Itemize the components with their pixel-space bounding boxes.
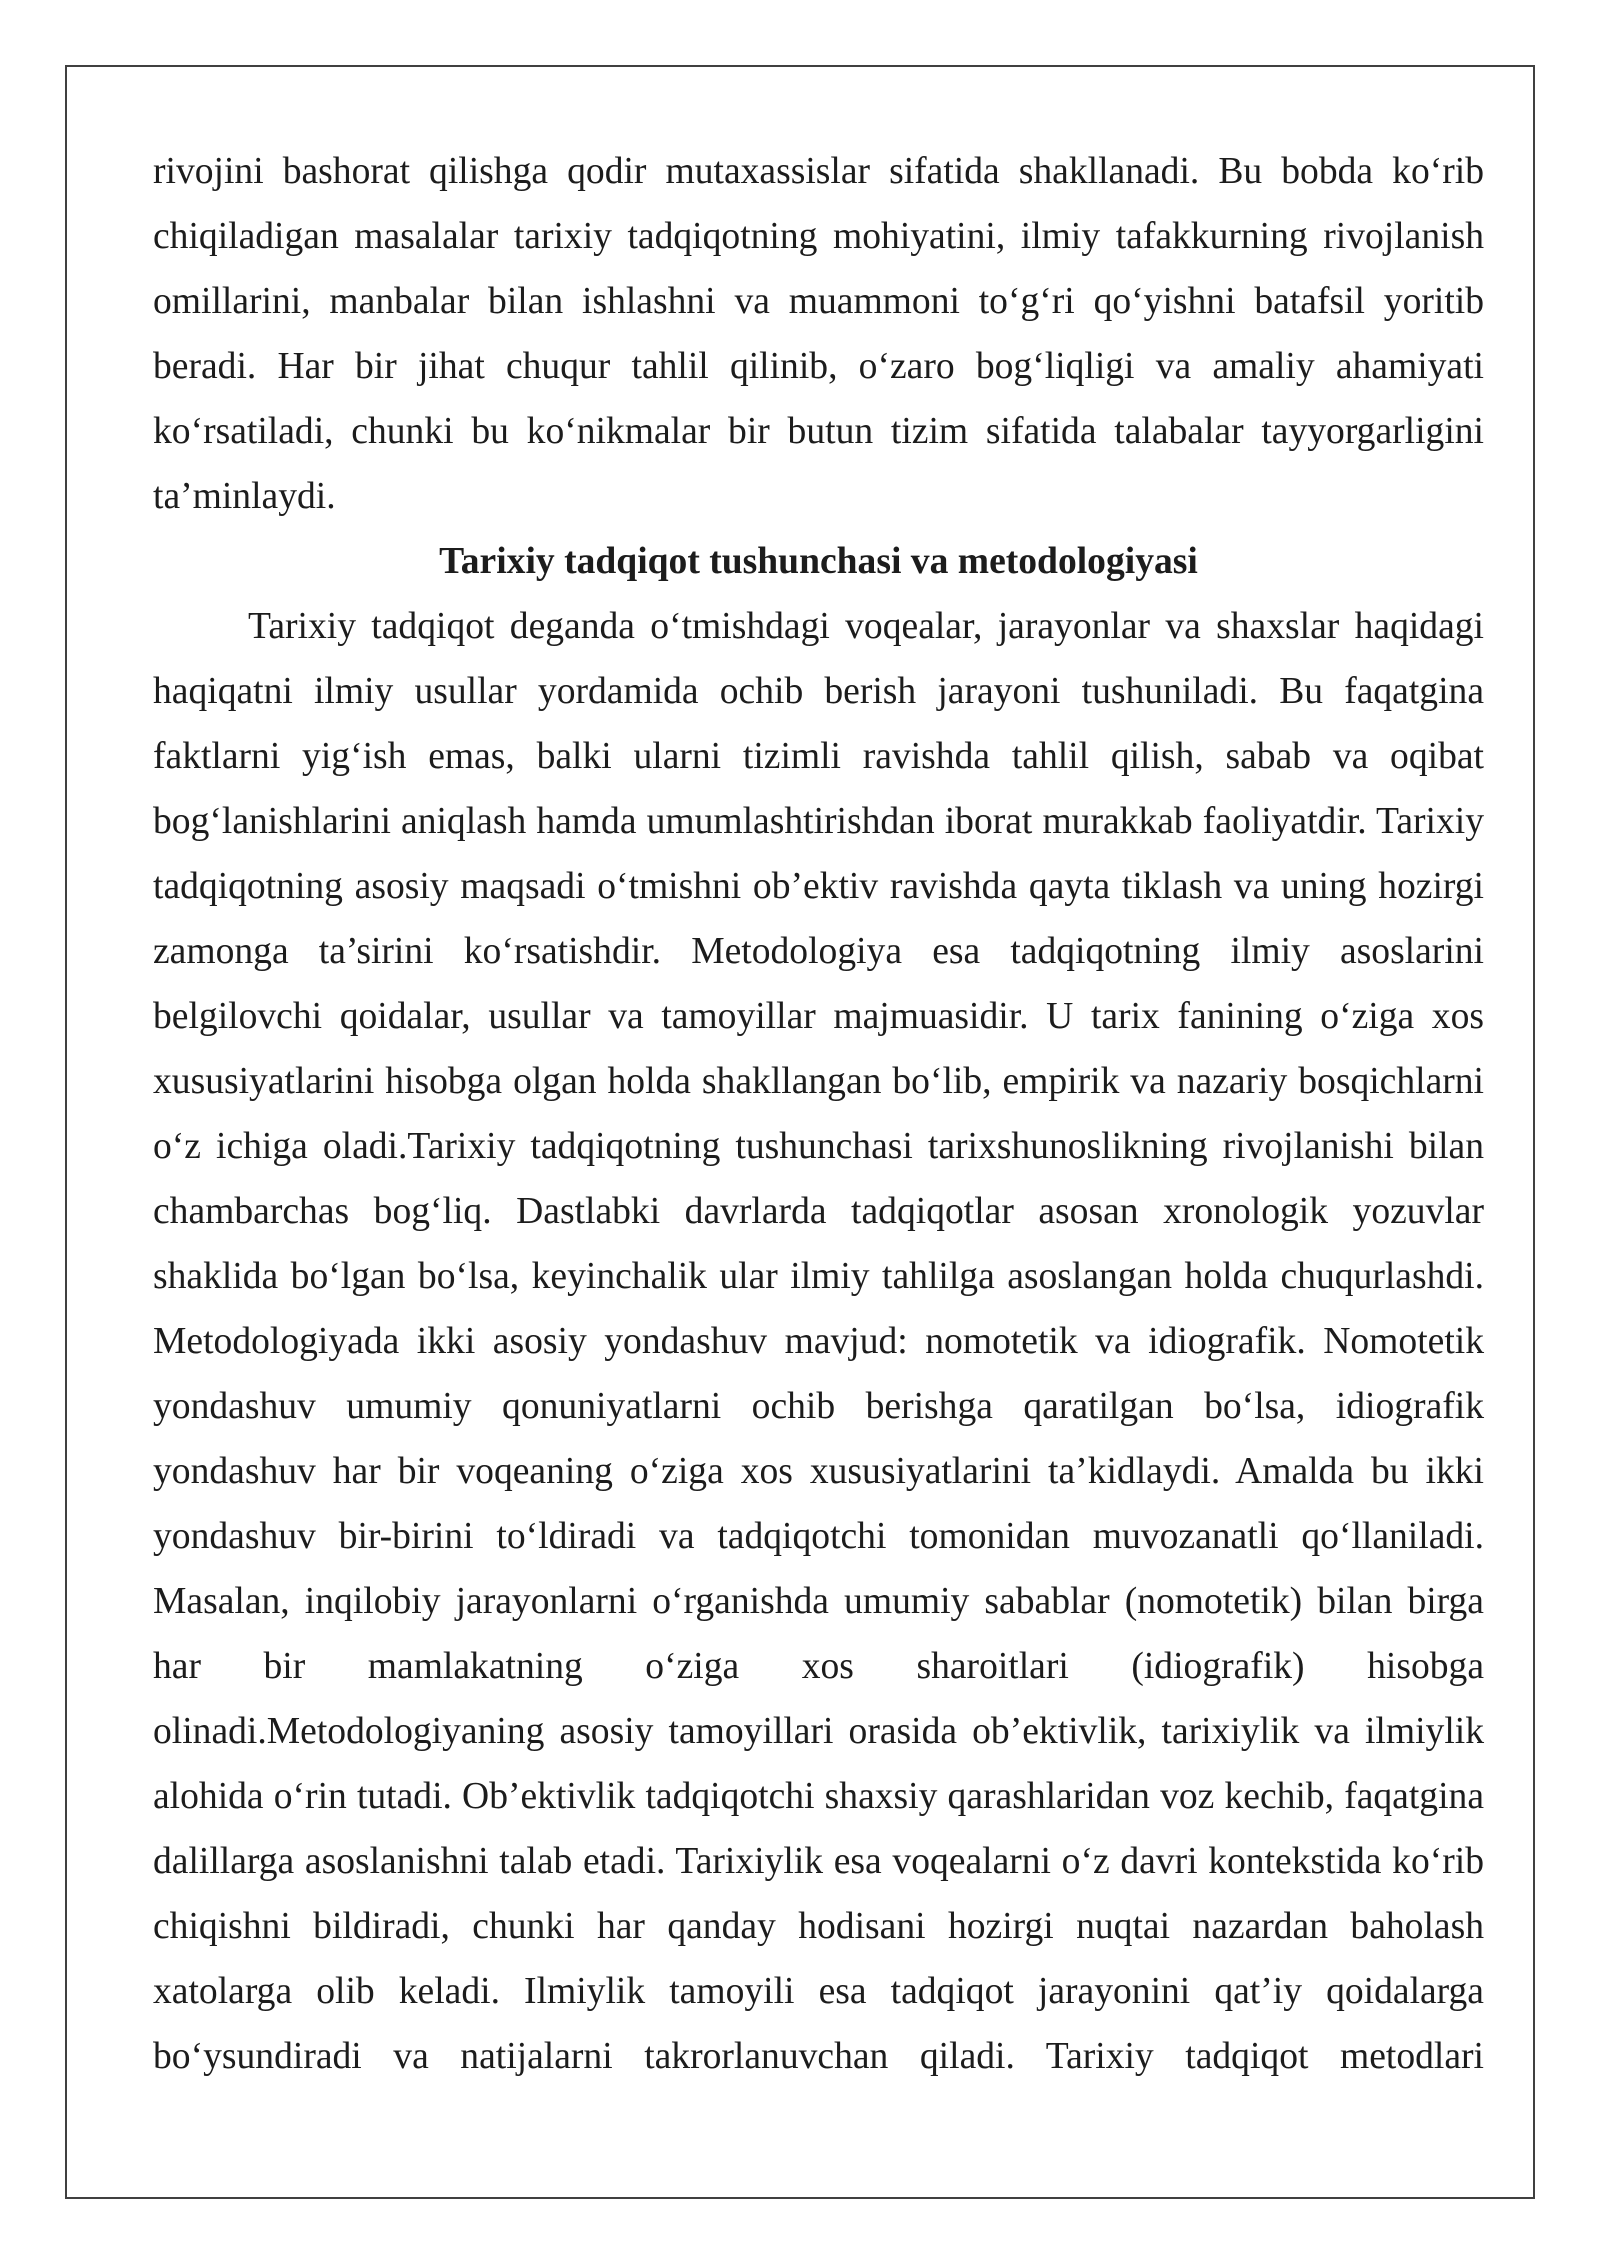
text-line: alohida o‘rin tutadi. Ob’ektivlik tadqiqotchi shaxsiy qarashlaridan voz kechib, faqatgina [153,1776,1484,1817]
text-line: o‘z ichiga oladi.Tarixiy tadqiqotning tushunchasi tarixshunoslikning rivojlanishi bilan [153,1126,1484,1167]
paragraph-body [153,594,1484,2089]
text-line: Masalan, inqilobiy jarayonlarni o‘rganishda umumiy sabablar (nomotetik) bilan birga [153,1581,1484,1622]
text-line: bog‘lanishlarini aniqlash hamda umumlashtirishdan iborat murakkab faoliyatdir. Tarixiy [153,801,1484,842]
text-line: omillarini, manbalar bilan ishlashni va muammoni to‘g‘ri qo‘yishni batafsil yoritib [153,281,1484,322]
text-line: beradi. Har bir jihat chuqur tahlil qilinib, o‘zaro bog‘liqligi va amaliy ahamiyati [153,346,1484,387]
text-line: shaklida bo‘lgan bo‘lsa, keyinchalik ular ilmiy tahlilga asoslangan holda chuqurlashdi. [153,1256,1484,1297]
text-line: yondashuv umumiy qonuniyatlarni ochib berishga qaratilgan bo‘lsa, idiografik [153,1386,1484,1427]
text-line: bo‘ysundiradi va natijalarni takrorlanuvchan qiladi. Tarixiy tadqiqot metodlari [153,2036,1484,2077]
text-line: ko‘rsatiladi, chunki bu ko‘nikmalar bir butun tizim sifatida talabalar tayyorgarligini [153,411,1484,452]
text-line: Tarixiy tadqiqot deganda o‘tmishdagi voqealar, jarayonlar va shaxslar haqidagi [248,606,1484,647]
text-line: haqiqatni ilmiy usullar yordamida ochib berish jarayoni tushuniladi. Bu faqatgina [153,671,1484,712]
text-line: chiqiladigan masalalar tarixiy tadqiqotning mohiyatini, ilmiy tafakkurning rivojlanish [153,216,1484,257]
text-line: har bir mamlakatning o‘ziga xos sharoitlari (idiografik) hisobga [153,1646,1484,1687]
document-text [153,139,1484,2089]
text-line: yondashuv har bir voqeaning o‘ziga xos xususiyatlarini ta’kidlaydi. Amalda bu ikki [153,1451,1484,1492]
text-line: Metodologiyada ikki asosiy yondashuv mavjud: nomotetik va idiografik. Nomotetik [153,1321,1484,1362]
text-line: faktlarni yig‘ish emas, balki ularni tizimli ravishda tahlil qilish, sabab va oqibat [153,736,1484,777]
text-line: olinadi.Metodologiyaning asosiy tamoyillari orasida ob’ektivlik, tarixiylik va ilmiylik [153,1711,1484,1752]
text-line: xatolarga olib keladi. Ilmiylik tamoyili esa tadqiqot jarayonini qat’iy qoidalarga [153,1971,1484,2012]
text-line: zamonga ta’sirini ko‘rsatishdir. Metodologiya esa tadqiqotning ilmiy asoslarini [153,931,1484,972]
text-line: tadqiqotning asosiy maqsadi o‘tmishni ob’ektiv ravishda qayta tiklash va uning hozirgi [153,866,1484,907]
text-line: yondashuv bir-birini to‘ldiradi va tadqiqotchi tomonidan muvozanatli qo‘llaniladi. [153,1516,1484,1557]
text-line: belgilovchi qoidalar, usullar va tamoyillar majmuasidir. U tarix fanining o‘ziga xos [153,996,1484,1037]
text-line: dalillarga asoslanishni talab etadi. Tarixiylik esa voqealarni o‘z davri kontekstida ko‘rib [153,1841,1484,1882]
text-line: chiqishni bildiradi, chunki har qanday hodisani hozirgi nuqtai nazardan baholash [153,1906,1484,1947]
text-line: ta’minlaydi. [153,476,336,517]
text-line: rivojini bashorat qilishga qodir mutaxassislar sifatida shakllanadi. Bu bobda ko‘rib [153,151,1484,192]
text-line: chambarchas bog‘liq. Dastlabki davrlarda tadqiqotlar asosan xronologik yozuvlar [153,1191,1484,1232]
text-line: xususiyatlarini hisobga olgan holda shakllangan bo‘lib, empirik va nazariy bosqichlarni [153,1061,1484,1102]
paragraph-intro [153,139,1484,529]
section-heading: Tarixiy tadqiqot tushunchasi va metodologiyasi [439,541,1198,582]
